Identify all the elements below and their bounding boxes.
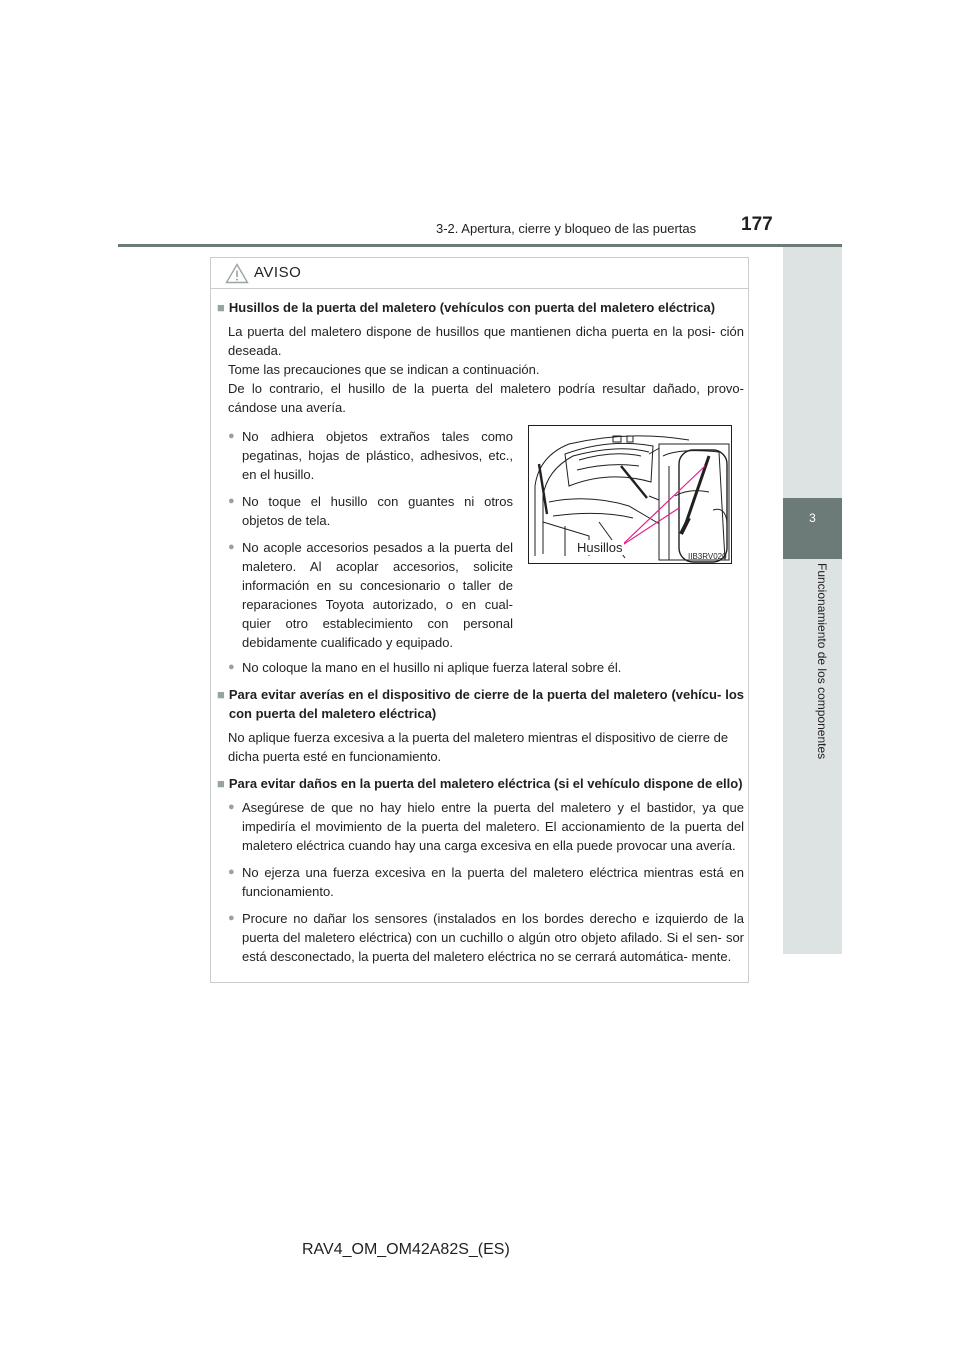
list-item-text: No acople accesorios pesados a la puerta del maletero. Al acoplar accesorios, solicite información en su concesionario o taller de reparaciones Toyota autorizado, o en cual- quier otro establecimiento con personal debidamente cualificado y equipado. [242, 540, 513, 650]
section-heading [217, 298, 744, 317]
list-item-text: No coloque la mano en el husillo ni aplique fuerza lateral sobre él. [242, 660, 622, 675]
side-tab-bottom [783, 559, 842, 954]
paragraph: La puerta del maletero dispone de husillos que mantienen dicha puerta en la posi- ción deseada. [228, 324, 744, 358]
bullets-with-illustration [217, 427, 513, 652]
list-item [217, 798, 744, 855]
square-bullet-icon: ■ [217, 687, 225, 702]
paragraph: Tome las precauciones que se indican a continuación. [228, 362, 540, 377]
paragraph: De lo contrario, el husillo de la puerta del maletero podría resultar dañado, provo- cándose una avería. [228, 381, 744, 415]
section-heading-text: Husillos de la puerta del maletero (vehículos con puerta del maletero eléctrica) [228, 300, 716, 315]
round-bullet-icon: ● [228, 541, 235, 553]
list-item-text: No toque el husillo con guantes ni otros objetos de tela. [242, 494, 513, 528]
list-item [217, 538, 513, 652]
paragraph: No aplique fuerza excesiva a la puerta del maletero mientras el dispositivo de cierre de dicha puerta esté en funcionamiento. [228, 730, 729, 764]
round-bullet-icon: ● [228, 661, 235, 673]
list-item [217, 863, 744, 901]
section-heading-text: Para evitar averías en el dispositivo de cierre de la puerta del maletero (vehícu- los con puerta del maletero eléctrica) [228, 687, 744, 721]
illustration-code: IIB3RV020 [688, 552, 727, 561]
list-item [217, 909, 744, 966]
side-tab-top [783, 247, 842, 498]
page-number: 177 [741, 214, 773, 235]
list-item [217, 492, 513, 530]
section-heading-text: Para evitar daños en la puerta del maletero eléctrica (si el vehículo dispone de ello) [228, 776, 743, 791]
tailgate-strut-illustration [528, 425, 732, 564]
round-bullet-icon: ● [228, 866, 235, 878]
list-item-text: Asegúrese de que no hay hielo entre la puerta del maletero y el bastidor, ya que impediría el movimiento de la puerta del maletero. El accionamiento de la puerta del maletero eléctrica cuando hay una carga excesiva en ella puede provocar una avería. [242, 800, 744, 853]
round-bullet-icon: ● [228, 495, 235, 507]
section-header-title: 3-2. Apertura, cierre y bloqueo de las puertas [436, 221, 697, 236]
tailgate-drawing [529, 426, 731, 563]
list-item [217, 427, 513, 484]
list-item-text: Procure no dañar los sensores (instalados en los bordes derecho e izquierdo de la puerta del maletero eléctrica) con un cuchillo o algún otro objeto afilado. Si el sen- sor está desconectado, la puerta del maletero eléctrica no se cerrará automática- mente. [242, 911, 744, 964]
chapter-number-tab: 3 [783, 498, 842, 559]
round-bullet-icon: ● [228, 430, 235, 442]
warning-content [217, 298, 744, 966]
chapter-title: Funcionamiento de los componentes [815, 563, 829, 760]
document-code: RAV4_OM_OM42A82S_(ES) [302, 1241, 510, 1258]
section-heading [217, 685, 744, 723]
round-bullet-icon: ● [228, 912, 235, 924]
square-bullet-icon: ■ [217, 776, 225, 791]
warning-header [211, 258, 748, 289]
warning-triangle-icon [225, 263, 249, 284]
list-item-text: No ejerza una fuerza excesiva en la puerta del maletero eléctrica mientras está en funcionamiento. [242, 865, 744, 899]
illustration-callout-label: Husillos [577, 540, 623, 555]
square-bullet-icon: ■ [217, 300, 225, 315]
list-item-text: No adhiera objetos extraños tales como pegatinas, hojas de plástico, adhesivos, etc., en el husillo. [242, 429, 513, 482]
round-bullet-icon: ● [228, 801, 235, 813]
list-item [217, 658, 744, 677]
warning-title: AVISO [254, 264, 302, 281]
section-heading [217, 774, 744, 793]
header-rule [118, 244, 842, 247]
